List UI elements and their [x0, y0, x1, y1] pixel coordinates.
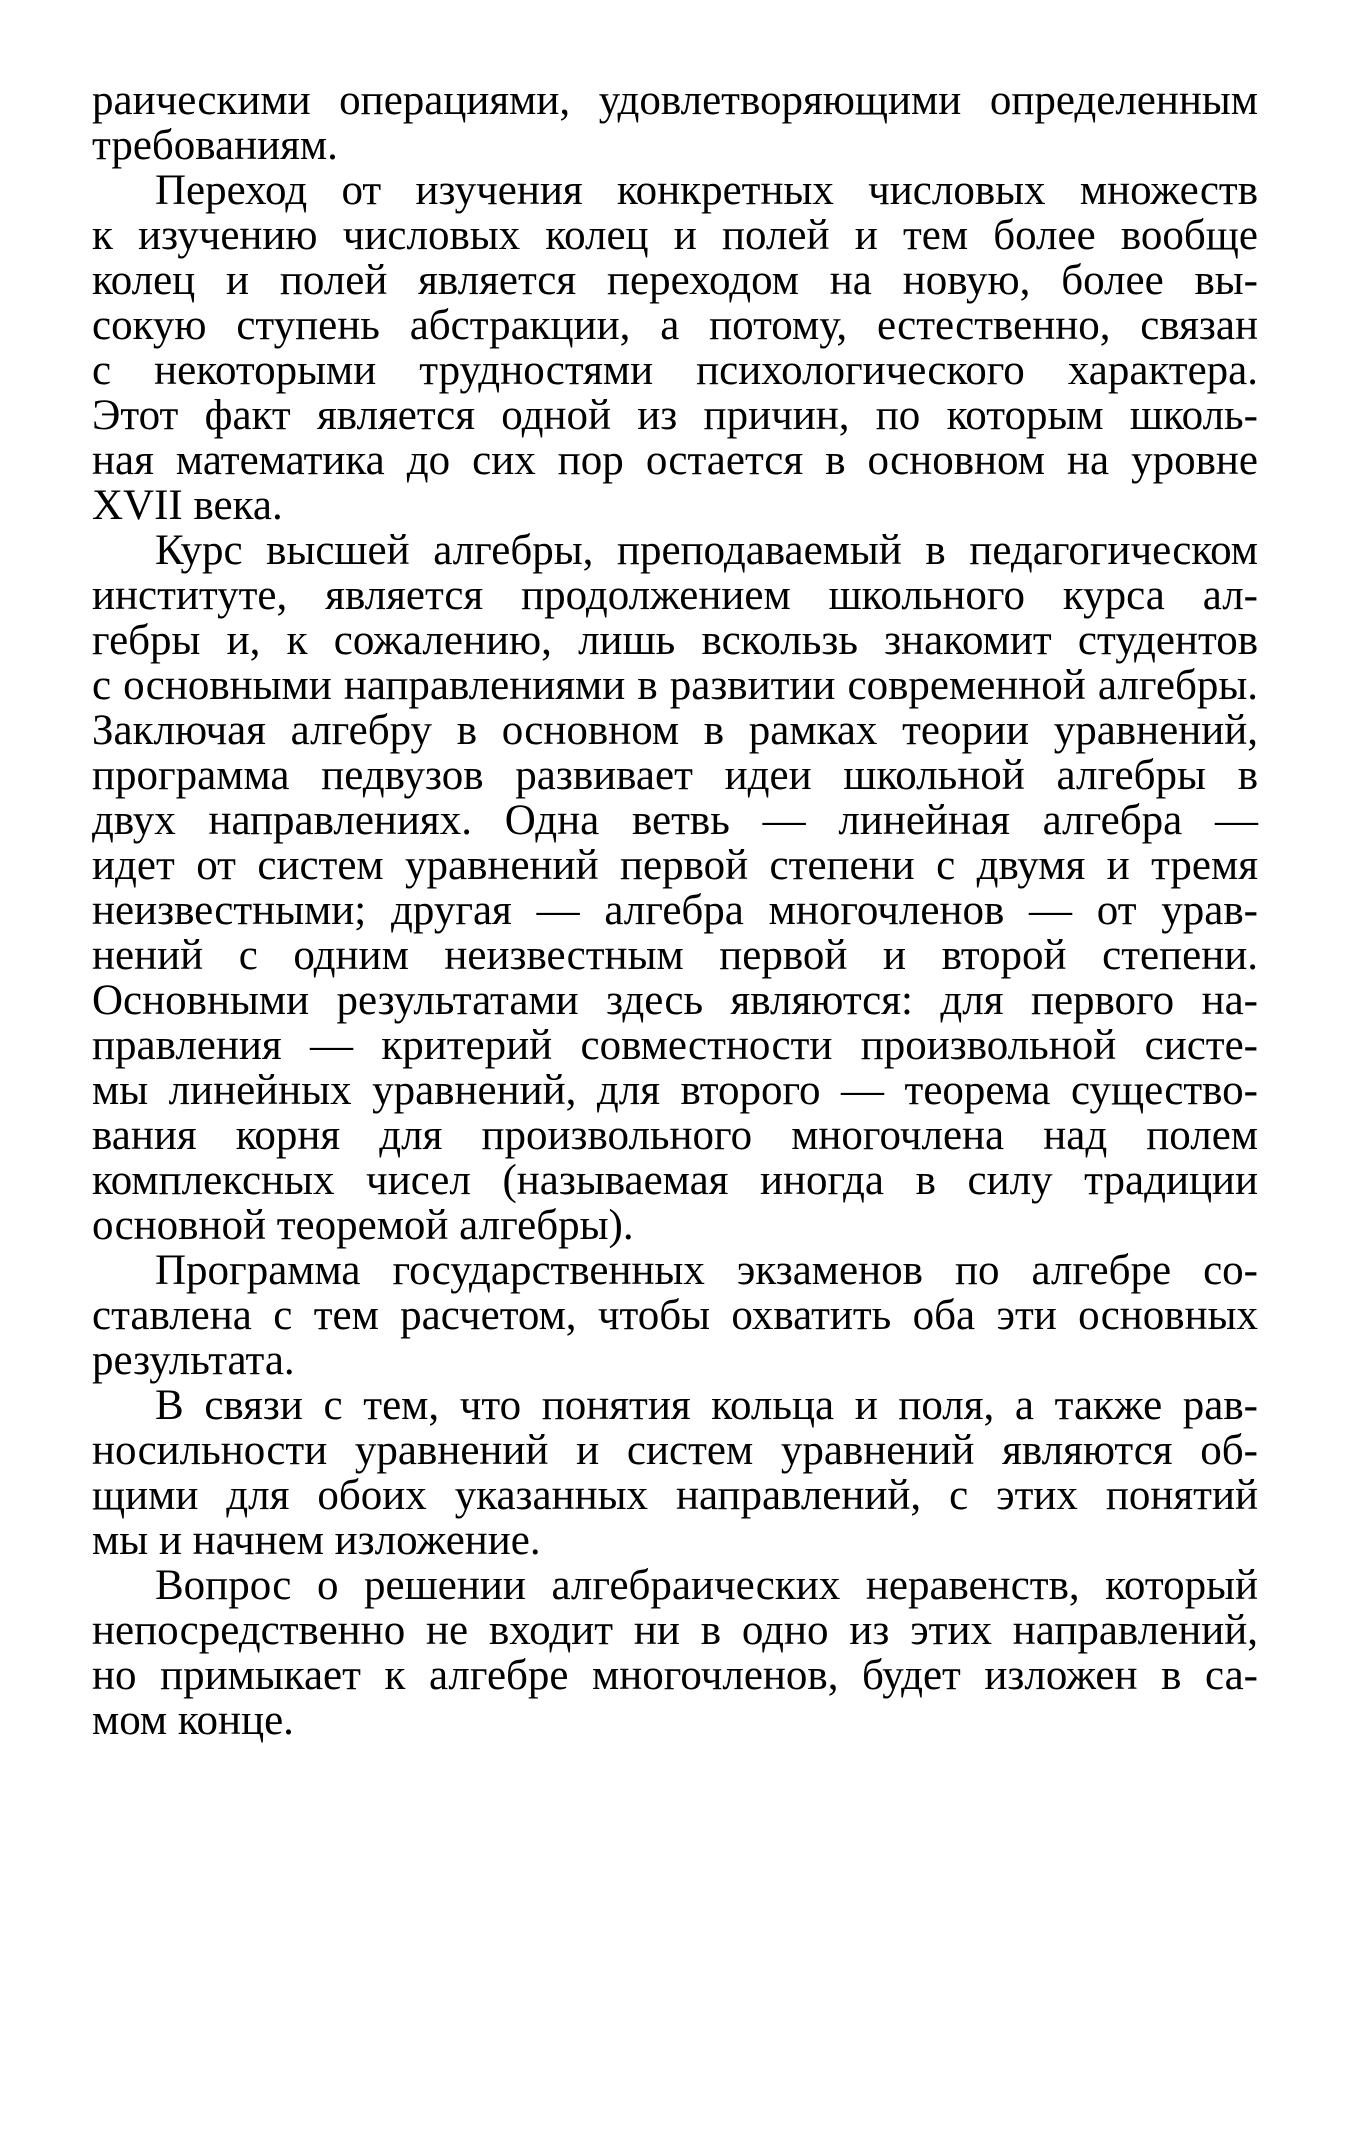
text-line: непосредственно не входит ни в одно из этих направлений, [92, 1607, 1258, 1654]
text-line: программа педвузов развивает идеи школьной алгебры в [92, 752, 1258, 799]
text-line: двух направлениях. Одна ветвь — линейная алгебра — [92, 797, 1258, 844]
text-line: основной теоремой алгебры). [92, 1202, 634, 1249]
text-line: мы и начнем изложение. [92, 1517, 541, 1564]
text-line: Курс высшей алгебры, преподаваемый в педагогическом [155, 527, 1258, 574]
text-line: к изучению числовых колец и полей и тем более вообще [92, 212, 1258, 259]
text-line: щими для обоих указанных направлений, с этих понятий [92, 1472, 1258, 1519]
text-line: гебры и, к сожалению, лишь вскользь знакомит студентов [92, 617, 1258, 664]
text-line: В связи с тем, что понятия кольца и поля, а также рав- [155, 1382, 1258, 1429]
text-line: мом конце. [92, 1697, 294, 1744]
text-line: мы линейных уравнений, для второго — теорема существо- [92, 1067, 1258, 1114]
text-line: ставлена с тем расчетом, чтобы охватить оба эти основных [92, 1292, 1258, 1339]
text-line: результата. [92, 1337, 295, 1384]
text-line: с основными направлениями в развитии современной алгебры. [92, 662, 1258, 709]
text-line: правления — критерий совместности произвольной систе- [92, 1022, 1258, 1069]
text-line: комплексных чисел (называемая иногда в силу традиции [92, 1157, 1258, 1204]
text-line: раическими операциями, удовлетворяющими определенным [92, 77, 1258, 124]
text-line: сокую ступень абстракции, а потому, естественно, связан [92, 302, 1258, 349]
text-line: Программа государственных экзаменов по алгебре со- [155, 1247, 1258, 1294]
text-line: носильности уравнений и систем уравнений являются об- [92, 1427, 1258, 1474]
text-line: Основными результатами здесь являются: для первого на- [92, 977, 1258, 1024]
text-line: идет от систем уравнений первой степени с двумя и тремя [92, 842, 1258, 889]
text-block [92, 78, 1258, 1743]
text-line: институте, является продолжением школьного курса ал- [92, 572, 1258, 619]
text-line: требованиям. [92, 122, 338, 169]
text-line: Переход от изучения конкретных числовых множеств [155, 167, 1258, 214]
text-line: XVII века. [92, 482, 283, 529]
text-line: но примыкает к алгебре многочленов, будет изложен в са- [92, 1652, 1258, 1699]
text-line: нений с одним неизвестным первой и второй степени. [92, 932, 1258, 979]
text-line: Этот факт является одной из причин, по которым школь- [92, 392, 1258, 439]
text-line: Заключая алгебру в основном в рамках теории уравнений, [92, 707, 1258, 754]
text-line: с некоторыми трудностями психологического характера. [92, 347, 1258, 394]
text-line: колец и полей является переходом на новую, более вы- [92, 257, 1258, 304]
text-line: Вопрос о решении алгебраических неравенств, который [155, 1562, 1258, 1609]
text-line: вания корня для произвольного многочлена над полем [92, 1112, 1258, 1159]
text-line: ная математика до сих пор остается в основном на уровне [92, 437, 1258, 484]
text-line: неизвестными; другая — алгебра многочленов — от урав- [92, 887, 1258, 934]
